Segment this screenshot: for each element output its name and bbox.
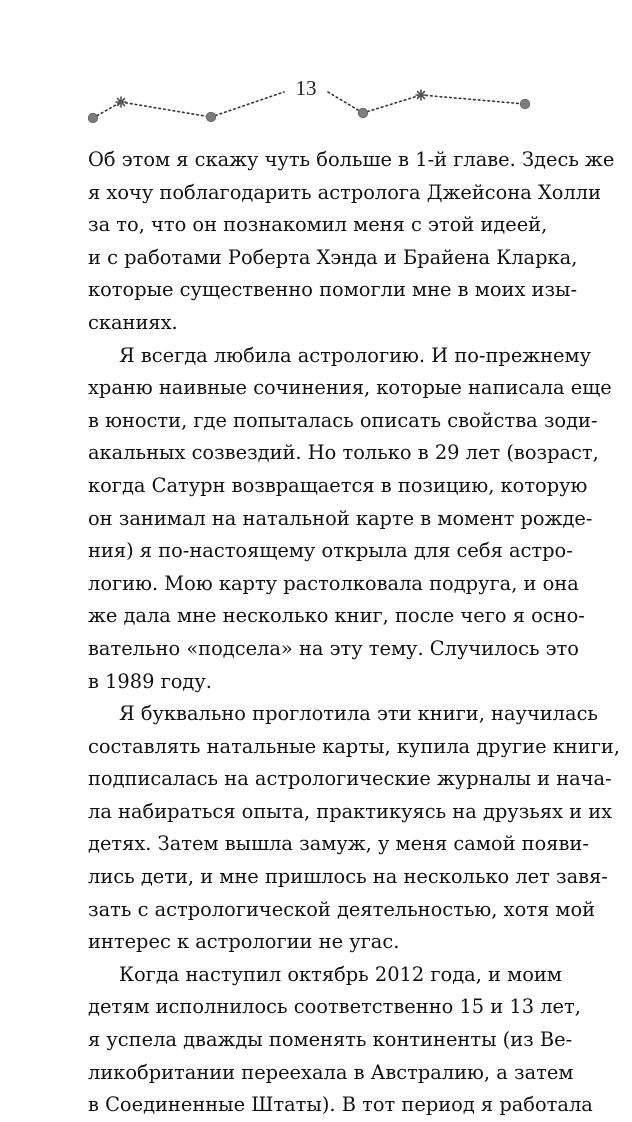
text-line: составлять натальные карты, купила другие книги, [88,734,620,758]
text-line: интерес к астрологии не угас. [88,930,400,954]
body-text [88,144,620,1122]
text-line: сканиях. [88,310,178,334]
star-dot-1 [88,113,98,123]
text-line: храню наивные сочинения, которые написала еще [88,376,612,400]
text-line: Я буквально проглотила эти книги, научилась [119,702,598,726]
text-line: он занимал на натальной карте в момент рожде- [88,506,593,530]
text-line: в Соединенные Штаты). В тот период я работала [88,1093,593,1117]
text-line: ния) я по-настоящему открыла для себя астро- [88,539,573,563]
text-line: которые существенно помогли мне в моих изы- [88,278,578,302]
constellation-ornament [0,0,632,135]
sparkle-star-2 [416,90,426,100]
paragraph [88,698,620,959]
text-line: за то, что он познакомил меня с этой идеей, [88,213,548,237]
text-line: вательно «подсела» на эту тему. Случилось это [88,636,579,660]
star-dot-2 [206,112,216,122]
text-line: логию. Мою карту растолковала подруга, и она [88,571,579,595]
text-line: ла набираться опыта, практикуясь на друзьях и их [88,799,613,823]
text-line: Об этом я скажу чуть больше в 1-й главе. Здесь же [88,148,615,171]
text-line: и с работами Роберта Хэнда и Брайена Кларка, [88,245,578,269]
text-line: я хочу поблагодарить астролога Джейсона Холли [88,180,601,204]
text-line: акальных созвездий. Но только в 29 лет (возраст, [88,441,599,465]
text-line: когда Сатурн возвращается в позицию, которую [88,473,588,497]
text-line: детях. Затем вышла замуж, у меня самой появи- [88,832,589,856]
text-line: детям исполнилось соответственно 15 и 13 лет, [88,995,581,1019]
text-line: в юности, где попыталась описать свойства зоди- [88,408,598,432]
text-line: ликобритании переехала в Австралию, а затем [88,1060,574,1084]
page-header [0,0,632,135]
star-dot-4 [520,99,530,109]
page-number: 13 [295,76,317,100]
sparkle-star-1 [116,97,126,107]
paragraph [88,144,615,340]
star-dot-3 [358,108,368,118]
text-line: подписалась на астрологические журналы и нача- [88,767,612,791]
paragraph [88,959,593,1122]
text-line: я успела дважды поменять континенты (из Ве- [88,1028,573,1052]
paragraph [88,340,612,699]
text-line: Когда наступил октябрь 2012 года, и моим [119,962,562,986]
text-line: Я всегда любила астрологию. И по-прежнему [119,343,592,367]
text-line: зать с астрологической деятельностью, хотя мой [88,897,596,921]
text-line: лись дети, и мне пришлось на несколько лет завя- [88,865,608,889]
text-line: в 1989 году. [88,669,212,693]
text-line: же дала мне несколько книг, после чего я осно- [88,604,585,628]
